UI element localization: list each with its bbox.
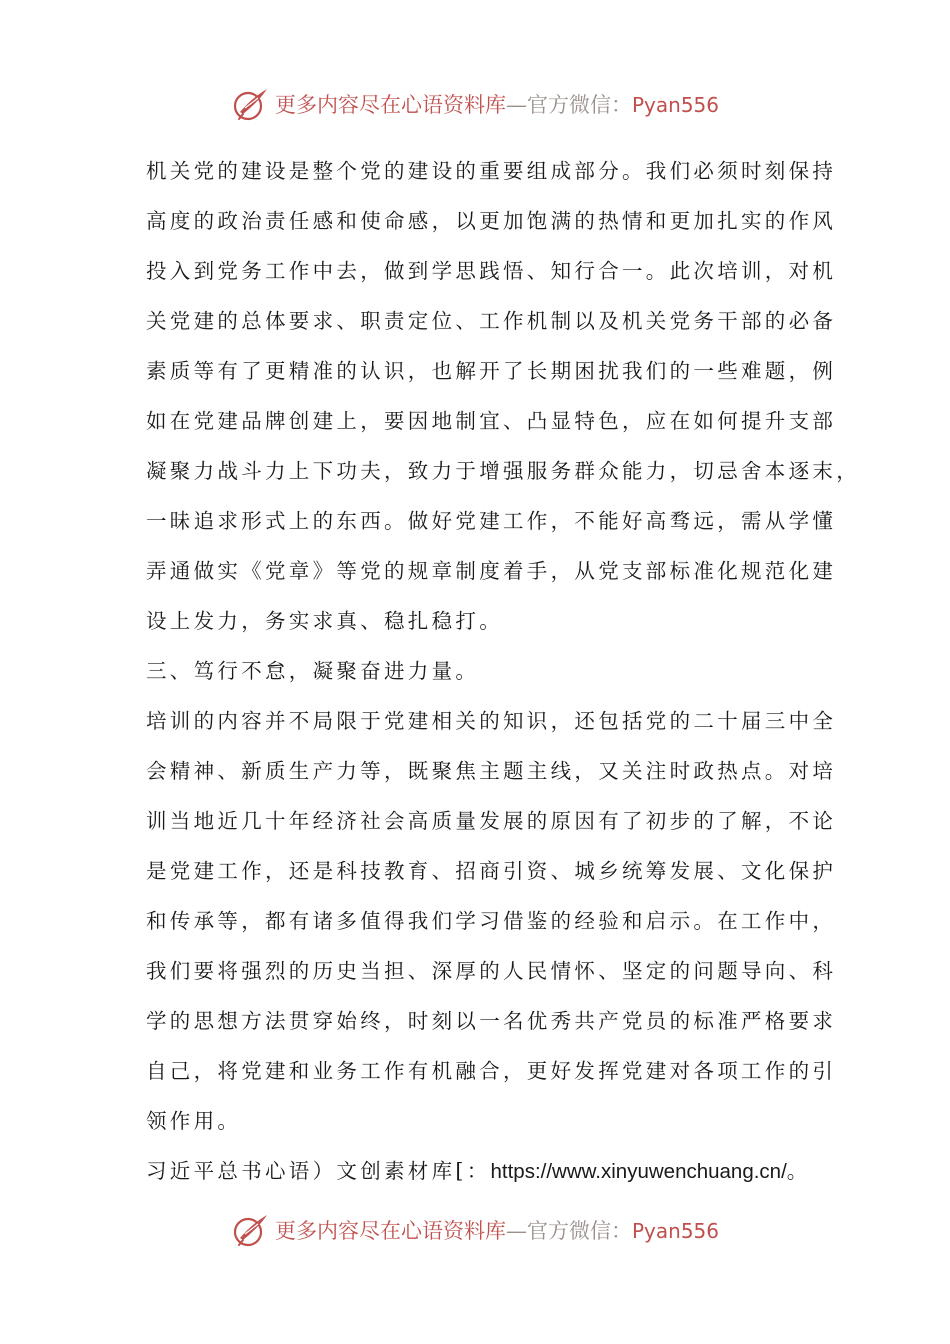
text-line: 关党建的总体要求、职责定位、工作机制以及机关党务干部的必备 [146, 309, 837, 333]
source-line [146, 1146, 826, 1196]
text-line: 培训的内容并不局限于党建相关的知识，还包括党的二十届三中全 [146, 709, 837, 733]
text-line: 投入到党务工作中去，做到学思践悟、知行合一。此次培训，对机 [146, 259, 837, 283]
source-suffix: 。 [786, 1159, 811, 1183]
banner-text [275, 1215, 719, 1245]
quill-pen-seal-icon [231, 1210, 271, 1250]
text-line: 和传承等，都有诸多值得我们学习借鉴的经验和启示。在工作中， [146, 909, 837, 933]
text-line: 领作用。 [146, 1109, 242, 1133]
source-prefix: 习近平总书心语）文创素材库[： [146, 1159, 491, 1183]
text-line: 是党建工作，还是科技教育、招商引资、城乡统筹发展、文化保护 [146, 859, 837, 883]
text-line: 自己，将党建和业务工作有机融合，更好发挥党建对各项工作的引 [146, 1059, 837, 1083]
source-url-link[interactable]: https://www.xinyuwenchuang.cn/ [490, 1160, 787, 1183]
banner-wechat-id: Pyan556 [631, 93, 719, 117]
text-line: 我们要将强烈的历史当担、深厚的人民情怀、坚定的问题导向、科 [146, 959, 837, 983]
text-line: 训当地近几十年经济社会高质量发展的原因有了初步的了解，不论 [146, 809, 837, 833]
text-line: 设上发力，务实求真、稳扎稳打。 [146, 609, 503, 633]
text-line: 学的思想方法贯穿始终，时刻以一名优秀共产党员的标准严格要求 [146, 1009, 837, 1033]
text-line: 高度的政治责任感和使命感，以更加饱满的热情和更加扎实的作风 [146, 209, 837, 233]
quill-pen-seal-icon [231, 84, 271, 124]
banner-title: 更多内容尽在心语资料库 [274, 93, 506, 117]
section-heading: 三、笃行不怠，凝聚奋进力量。 [146, 659, 480, 683]
banner-text [275, 89, 719, 119]
banner-wechat-id: Pyan556 [631, 1219, 719, 1243]
text-line: 凝聚力战斗力上下功夫，致力于增强服务群众能力，切忌舍本逐末， [146, 459, 860, 483]
header-banner [0, 82, 950, 126]
banner-wechat-label: 官方微信： [526, 93, 632, 117]
text-line: 一昧追求形式上的东西。做好党建工作，不能好高骛远，需从学懂 [146, 509, 837, 533]
banner-separator: — [505, 1219, 527, 1243]
banner-title: 更多内容尽在心语资料库 [274, 1219, 506, 1243]
text-line: 如在党建品牌创建上，要因地制宜、凸显特色，应在如何提升支部 [146, 409, 837, 433]
text-line: 素质等有了更精准的认识，也解开了长期困扰我们的一些难题，例 [146, 359, 837, 383]
banner-wechat-label: 官方微信： [526, 1219, 632, 1243]
footer-banner [0, 1208, 950, 1252]
text-line: 机关党的建设是整个党的建设的重要组成部分。我们必须时刻保持 [146, 159, 837, 183]
text-line: 弄通做实《党章》等党的规章制度着手，从党支部标准化规范化建 [146, 559, 837, 583]
banner-separator: — [505, 93, 527, 117]
document-body [146, 146, 860, 1196]
text-line: 会精神、新质生产力等，既聚焦主题主线，又关注时政热点。对培 [146, 759, 837, 783]
